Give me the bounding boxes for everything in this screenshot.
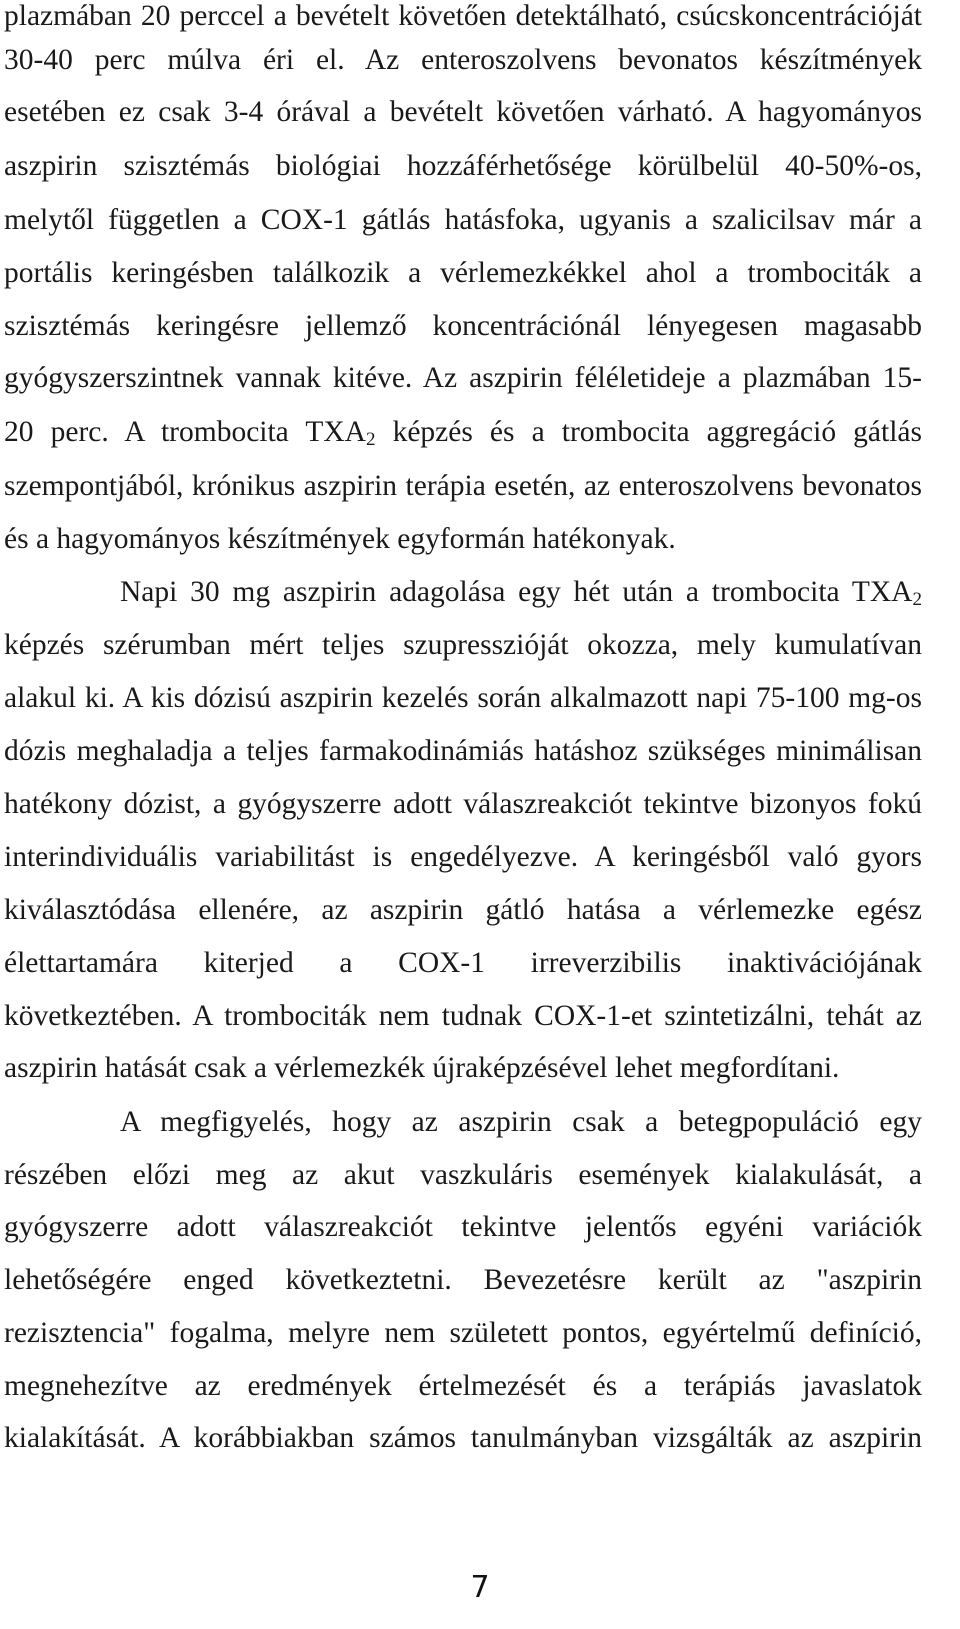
text-segment: Napi 30 mg aszpirin adagolása egy hét után a trombocita TXA [120, 576, 913, 608]
text-line: interindividuális variabilitást is engedélyezve. A keringésből való gyors [4, 841, 922, 873]
text-line: plazmában 20 perccel a bevételt követően detektálható, csúcskoncentrációját [4, 0, 922, 32]
text-line: részében előzi meg az akut vaszkuláris események kialakulását, a [4, 1159, 922, 1191]
text-line: szempontjából, krónikus aszpirin terápia esetén, az enteroszolvens bevonatos [4, 470, 922, 502]
paragraph-first-line: A megfigyelés, hogy az aszpirin csak a betegpopuláció egy [120, 1106, 922, 1138]
text-line: dózis meghaladja a teljes farmakodinámiás hatáshoz szükséges minimálisan [4, 735, 922, 767]
subscript: 2 [912, 589, 922, 610]
page-number: 7 [470, 1570, 490, 1605]
text-line: kialakítását. A korábbiakban számos tanulmányban vizsgálták az aszpirin [4, 1422, 922, 1454]
text-line: aszpirin szisztémás biológiai hozzáférhetősége körülbelül 40-50%-os, [4, 150, 922, 182]
text-line: szisztémás keringésre jellemző koncentrációnál lényegesen magasabb [4, 310, 922, 342]
text-line: rezisztencia" fogalma, melyre nem született pontos, egyértelmű definíció, [4, 1317, 922, 1349]
text-line [4, 404, 922, 460]
text-line: hatékony dózist, a gyógyszerre adott válaszreakciót tekintve bizonyos fokú [4, 788, 922, 820]
text-line: kiválasztódása ellenére, az aszpirin gátló hatása a vérlemezke egész [4, 894, 922, 926]
text-segment: 20 perc. A trombocita TXA [4, 416, 366, 448]
text-line: 30-40 perc múlva éri el. Az enteroszolvens bevonatos készítmények [4, 44, 922, 76]
text-line: élettartamára kiterjed a COX-1 irreverzibilis inaktivációjának [4, 947, 922, 979]
text-line: esetében ez csak 3-4 órával a bevételt követően várható. A hagyományos [4, 96, 922, 128]
text-line: lehetőségére enged következtetni. Bevezetésre került az "aszpirin [4, 1264, 922, 1296]
text-line: portális keringésben találkozik a vérlemezkékkel ahol a trombociták a [4, 257, 922, 289]
text-line: gyógyszerre adott válaszreakciót tekintve jelentős egyéni variációk [4, 1211, 922, 1243]
paragraph-first-line [4, 564, 922, 620]
text-segment: képzés és a trombocita aggregáció gátlás [375, 416, 922, 448]
subscript: 2 [365, 429, 376, 450]
text-line: gyógyszerszintnek vannak kitéve. Az aszpirin féléletideje a plazmában 15- [4, 362, 922, 394]
text-line: és a hagyományos készítmények egyformán hatékonyak. [4, 523, 676, 555]
text-line: következtében. A trombociták nem tudnak COX-1-et szintetizálni, tehát az [4, 1000, 922, 1032]
text-line: melytől független a COX-1 gátlás hatásfoka, ugyanis a szalicilsav már a [4, 204, 922, 236]
text-line: alakul ki. A kis dózisú aszpirin kezelés során alkalmazott napi 75-100 mg-os [4, 682, 922, 714]
text-line: megnehezítve az eredmények értelmezését és a terápiás javaslatok [4, 1370, 922, 1402]
text-line: képzés szérumban mért teljes szupresszióját okozza, mely kumulatívan [4, 629, 922, 661]
text-line: aszpirin hatását csak a vérlemezkék újraképzésével lehet megfordítani. [4, 1052, 840, 1084]
